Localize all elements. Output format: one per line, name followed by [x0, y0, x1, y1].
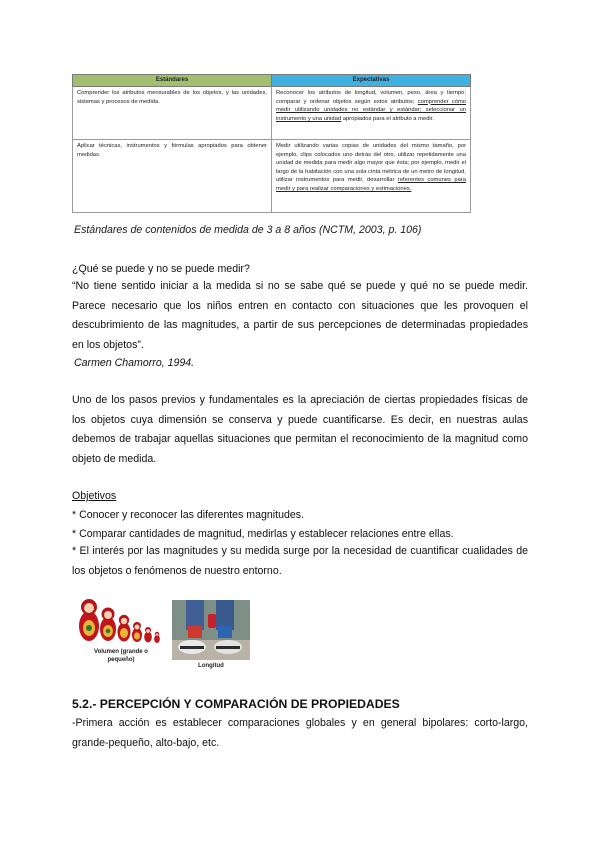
quote-author: Carmen Chamorro, 1994. [74, 357, 195, 369]
objectives-title: Objetivos [72, 490, 117, 502]
table-row [73, 87, 471, 140]
table-caption: Estándares de contenidos de medida de 3 a 8 años (NCTM, 2003, p. 106) [74, 224, 422, 236]
expectation-underlined-text: comprender cómo medir utilizando unidades no estándar y estándar; seleccionar un instrumento y una unidad [276, 98, 466, 122]
question-line: ¿Qué se puede y no se puede medir? [72, 263, 250, 275]
standard-cell [73, 87, 272, 140]
objective-item: * Comparar cantidades de magnitud, medirlas y establecer relaciones entre ellas. [72, 528, 454, 540]
objective-item: * El interés por las magnitudes y su medida surge por la necesidad de cuantificar cualidades de los objetos o fenómenos de nuestro entorno. [72, 545, 528, 577]
header-estandares: Estándares [73, 75, 272, 87]
doll-icon [79, 599, 99, 641]
standard-text: Comprender los atributos mensurables de los objetos, y las unidades, sistemas y procesos de medida. [77, 90, 267, 105]
expectation-cell [272, 87, 471, 140]
feet-measure-image [172, 600, 250, 660]
feet-caption: Longitud [198, 663, 224, 669]
nesting-dolls-illustration [78, 590, 164, 646]
table-row [73, 140, 471, 213]
table-header-row [73, 75, 471, 87]
feet-measure-photo [172, 600, 250, 660]
nesting-dolls-image [78, 590, 164, 646]
intro-paragraph: Uno de los pasos previos y fundamentales es la apreciación de ciertas propiedades físicas de los objetos cuya dimensión se conserva y puede cuantificarse. Es decir, en nuestras aulas debemos de trabajar aquellas situaciones que permitan el reconocimiento de la magnitud como objeto de medida. [72, 394, 528, 465]
expectation-underlined-text: referentes comunes para medir y para realizar comparaciones y estimaciones. [276, 177, 466, 192]
standards-table [72, 74, 471, 213]
objective-item: * Conocer y reconocer las diferentes magnitudes. [72, 509, 305, 521]
header-expectativas: Expectativas [272, 75, 471, 87]
expectation-text: Reconocer los atributos de longitud, volumen, peso, área y tiempo; comparar y ordenar objetos según estos atributos; [276, 90, 466, 105]
section-heading: 5.2.- PERCEPCIÓN Y COMPARACIÓN DE PROPIEDADES [72, 697, 400, 711]
expectation-tail-text: apropiados para el atributo a medir. [342, 115, 434, 122]
section-paragraph: -Primera acción es establecer comparaciones globales y en general bipolares: corto-largo, grande-pequeño, alto-bajo, etc. [72, 717, 528, 749]
dolls-caption: Volumen (grande o pequeño) [94, 649, 148, 663]
quote-paragraph: “No tiene sentido iniciar a la medida si no se sabe qué se puede y qué no se puede medir. Parece necesario que los niños entren en contacto con situaciones que les provoquen el descubrimiento de las magnitudes, a partir de sus percepciones de determinadas propiedades en los objetos”. [72, 280, 528, 351]
expectation-cell [272, 140, 471, 213]
standard-text: Aplicar técnicas, instrumentos y fórmulas apropiados para obtener medidas. [77, 143, 267, 158]
standard-cell [73, 140, 272, 213]
expectation-text: Medir utilizando varias copias de unidades del mismo tamaño, por ejemplo, clips colocados uno detrás del otro, utilizar repetidamente una unidad de medida para medir algo mayor que ésta; por ejemplo, medir el largo de la habitación con una sola cinta métrica de un metro de longitud, utilizar instrumentos para medir, desarrollar [276, 143, 466, 184]
